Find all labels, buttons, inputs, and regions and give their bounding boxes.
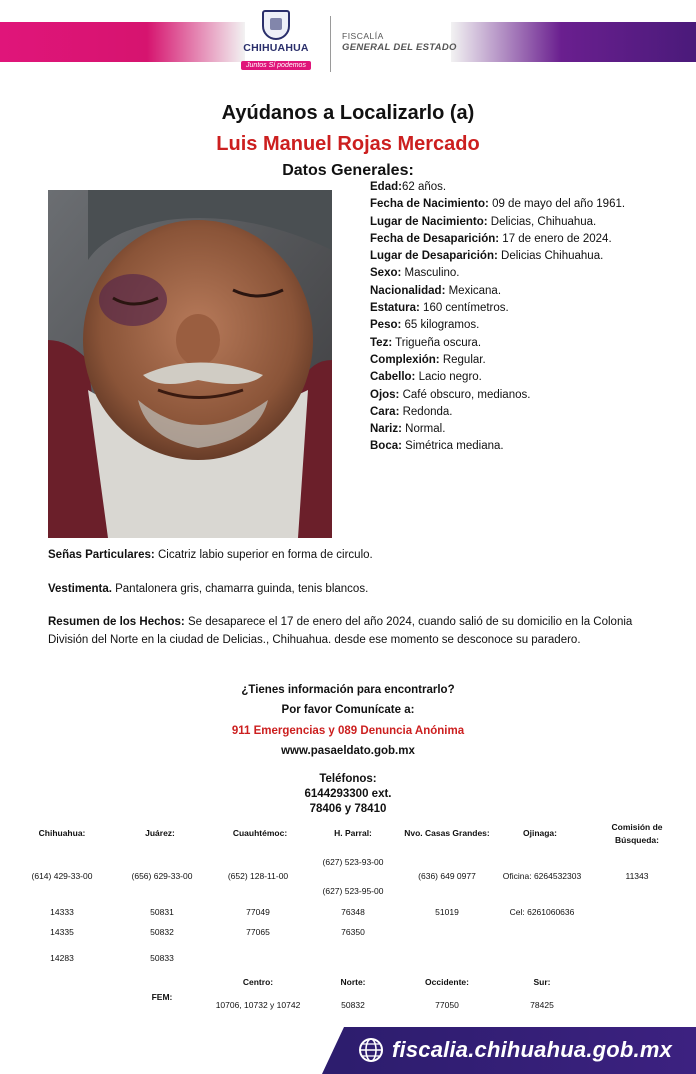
- detail-value: Trigueña oscura.: [392, 336, 482, 349]
- detail-row: [370, 421, 660, 438]
- logo-tagline: Juntos Sí podemos: [241, 61, 311, 70]
- phones-line2: 78406 y 78410: [309, 803, 387, 815]
- resumen-hechos: [48, 614, 668, 649]
- chihuahua-phone: (614) 429-33-00: [31, 871, 93, 881]
- fem-occidente-ext: 77050: [435, 1000, 459, 1010]
- detail-value: Delicias, Chihuahua.: [487, 215, 597, 228]
- detail-row: [370, 352, 660, 369]
- vestimenta-label: Vestimenta.: [48, 583, 112, 595]
- ext-cuauhtemoc-2: 77065: [246, 927, 270, 937]
- detail-value: Delicias Chihuahua.: [497, 250, 604, 263]
- detail-row: [370, 283, 660, 300]
- detail-label: Lugar de Desaparición:: [370, 250, 498, 263]
- senas-label: Señas Particulares:: [48, 549, 155, 561]
- detail-value: 09 de mayo del año 1961.: [488, 198, 626, 211]
- footer-banner: [344, 1027, 696, 1074]
- header: [0, 0, 696, 84]
- footer-url[interactable]: fiscalia.chihuahua.gob.mx: [392, 1037, 673, 1062]
- detail-label: Sexo:: [370, 267, 402, 280]
- fiscalia-line1: FISCALÍA: [342, 31, 384, 41]
- col-header-casas-grandes: Nvo. Casas Grandes:: [404, 828, 490, 838]
- detail-value: Normal.: [401, 423, 446, 436]
- detail-value: 17 de enero de 2024.: [499, 232, 612, 245]
- contact-question: ¿Tienes información para encontrarlo?: [241, 684, 455, 696]
- fem-header-norte: Norte:: [340, 977, 366, 987]
- ext-casas-grandes-1: 51019: [435, 907, 459, 917]
- detail-row: [370, 335, 660, 352]
- detail-label: Complexión:: [370, 353, 440, 366]
- col-header-ojinaga: Ojinaga:: [522, 828, 557, 838]
- detail-value: Regular.: [439, 353, 486, 366]
- detail-value: Café obscuro, medianos.: [399, 388, 531, 401]
- detail-row: [370, 196, 660, 213]
- person-photo: [48, 190, 332, 538]
- detail-row: [370, 248, 660, 265]
- phones-label: Teléfonos:: [319, 773, 377, 785]
- website-link[interactable]: www.pasaeldato.gob.mx: [281, 745, 415, 757]
- detail-row: [370, 300, 660, 317]
- detail-label: Nacionalidad:: [370, 284, 446, 297]
- col-header-comision-2: Búsqueda:: [615, 835, 659, 845]
- ext-parral-2: 76350: [341, 927, 365, 937]
- header-purple-band: [451, 22, 696, 62]
- detail-value: Redonda.: [399, 405, 453, 418]
- detail-label: Nariz:: [370, 423, 402, 436]
- detail-row: [370, 231, 660, 248]
- parral-phone-1: (627) 523-93-00: [322, 857, 384, 867]
- vestimenta-value: Pantalonera gris, chamarra guinda, tenis blancos.: [111, 583, 369, 595]
- col-header-chihuahua: Chihuahua:: [38, 828, 86, 838]
- page-title: Ayúdanos a Localizarlo (a): [221, 102, 475, 124]
- detail-row: [370, 387, 660, 404]
- detail-label: Lugar de Nacimiento:: [370, 215, 488, 228]
- person-name: Luis Manuel Rojas Mercado: [216, 133, 480, 155]
- detail-row: [370, 404, 660, 421]
- globe-icon: [358, 1037, 384, 1063]
- fiscalia-line2: GENERAL DEL ESTADO: [342, 42, 457, 53]
- section-title: Datos Generales:: [282, 162, 414, 179]
- detail-value: Simétrica mediana.: [401, 440, 504, 453]
- vestimenta: [48, 581, 668, 599]
- contact-call: Por favor Comunícate a:: [281, 704, 415, 716]
- detail-row: [370, 317, 660, 334]
- detail-label: Boca:: [370, 440, 402, 453]
- chihuahua-logo: [235, 10, 317, 78]
- detail-label: Tez:: [370, 336, 393, 349]
- senas-value: Cicatriz labio superior en forma de circulo.: [154, 549, 373, 561]
- ojinaga-office-phone: Oficina: 6264532303: [502, 871, 582, 881]
- fem-centro-ext: 10706, 10732 y 10742: [215, 1000, 301, 1010]
- ext-chihuahua-1: 14333: [50, 907, 74, 917]
- phones-line1: 6144293300 ext.: [304, 788, 392, 800]
- emergency-numbers: 911 Emergencias y 089 Denuncia Anónima: [231, 725, 465, 737]
- detail-label: Cara:: [370, 405, 400, 418]
- fem-norte-ext: 50832: [341, 1000, 365, 1010]
- ojinaga-cell-phone: Cel: 6261060636: [509, 907, 575, 917]
- detail-label: Estatura:: [370, 302, 420, 315]
- col-header-comision-1: Comisión de: [611, 822, 663, 832]
- resumen-value: Se desaparece el 17 de enero del año 2024, cuando salió de su domicilio en la Colonia División del Norte en la ciudad de Delicias., Chihuahua. desde ese momento se desconoce su paradero.: [48, 616, 633, 646]
- ext-parral-1: 76348: [341, 907, 365, 917]
- detail-value: 160 centímetros.: [419, 302, 509, 315]
- detail-value: 65 kilogramos.: [401, 319, 480, 332]
- ext-cuauhtemoc-1: 77049: [246, 907, 270, 917]
- detail-row: [370, 265, 660, 282]
- detail-value: Mexicana.: [445, 284, 502, 297]
- logo-name: CHIHUAHUA: [243, 42, 309, 54]
- fem-sur-ext: 78425: [530, 1000, 554, 1010]
- fem-header-sur: Sur:: [533, 977, 551, 987]
- detail-value: 62 años.: [401, 181, 447, 193]
- detail-row: [370, 438, 660, 455]
- col-header-parral: H. Parral:: [334, 828, 372, 838]
- fem-label: FEM:: [151, 992, 173, 1002]
- ext-chihuahua-3: 14283: [50, 953, 74, 963]
- ext-juarez-1: 50831: [150, 907, 174, 917]
- detail-row: [370, 179, 660, 196]
- col-header-juarez: Juárez:: [145, 828, 175, 838]
- col-header-cuauhtemoc: Cuauhtémoc:: [232, 828, 288, 838]
- header-pink-band: [0, 22, 245, 62]
- detail-row: [370, 214, 660, 231]
- detail-label: Edad:: [370, 181, 402, 193]
- ext-chihuahua-2: 14335: [50, 927, 74, 937]
- fem-header-occidente: Occidente:: [425, 977, 469, 987]
- detail-label: Ojos:: [370, 388, 400, 401]
- fem-header-centro: Centro:: [242, 977, 274, 987]
- casas-grandes-phone: (636) 649 0977: [418, 871, 476, 881]
- juarez-phone: (656) 629-33-00: [131, 871, 193, 881]
- detail-label: Peso:: [370, 319, 402, 332]
- shield-icon: [262, 10, 290, 40]
- detail-label: Fecha de Desaparición:: [370, 232, 500, 245]
- detail-row: [370, 369, 660, 386]
- fiscalia-logo-text: [342, 30, 457, 54]
- ext-juarez-3: 50833: [150, 953, 174, 963]
- resumen-label: Resumen de los Hechos:: [48, 616, 185, 628]
- cuauhtemoc-phone: (652) 128-11-00: [227, 871, 289, 881]
- ext-juarez-2: 50832: [150, 927, 174, 937]
- detail-label: Fecha de Nacimiento:: [370, 198, 489, 211]
- detail-label: Cabello:: [370, 371, 416, 384]
- senas-particulares: [48, 547, 668, 565]
- detail-value: Masculino.: [401, 267, 460, 280]
- detail-value: Lacio negro.: [415, 371, 482, 384]
- header-divider: [330, 16, 331, 72]
- details-list: [370, 179, 660, 456]
- parral-phone-2: (627) 523-95-00: [322, 886, 384, 896]
- comision-phone: 11343: [625, 871, 649, 881]
